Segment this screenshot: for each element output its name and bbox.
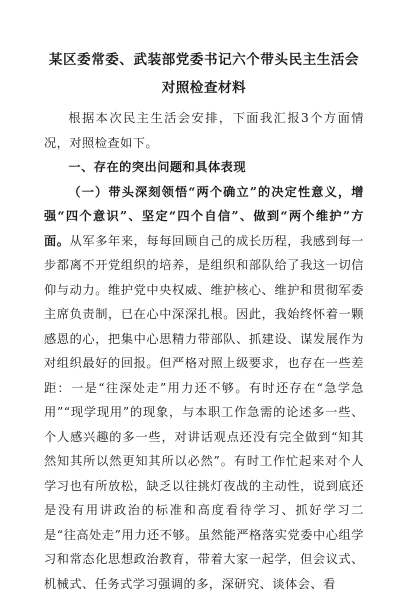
subsection-paragraph <box>44 180 364 596</box>
intro-paragraph: 根据本次民主生活会安排，下面我汇报3个方面情况，对照检查如下。 <box>44 106 364 155</box>
document-title: 某区委常委、武装部党委书记六个带头民主生活会对照检查材料 <box>44 46 364 102</box>
section-heading: 一、存在的突出问题和具体表现 <box>44 155 364 180</box>
subsection-body: 从军多年来，每每回顾自己的成长历程，我感到每一步都离不开党组织的培养，是组织和部队给了我这一切信仰与动力。维护党中央权威、维护核心、维护和贯彻军委主席负责制，已在心中深深扎根。因此，我始终怀着一颗感恩的心，把集中心思精力带部队、抓建设、谋发展作为对组织最好的回报。但严格对照上级要求，也存在一些差距：一是“往深处走”用力还不够。有时还存在“急学急用”“现学现用”的现象，与本职工作急需的论述多一些、个人感兴趣的多一些，对讲话观点还没有完全做到“知其然知其所以然更知其所以必然”。有时工作忙起来对个人学习也有所放松，缺乏以往挑灯夜战的主动性，说到底还是没有用讲政治的标准和高度看待学习、抓好学习二是“往高处走”用力还不够。虽然能严格落实党委中心组学习和常态化思想政治教育，带着大家一起学，但会议式、机械式、任务式学习强调的多，深研究、谈体会、看 <box>44 234 364 591</box>
subsection-heading: （一）带头深刻领悟“两个确立”的决定性意义，增强“四个意识”、坚定“四个自信”、做到“两个维护”方面。 <box>44 185 364 248</box>
